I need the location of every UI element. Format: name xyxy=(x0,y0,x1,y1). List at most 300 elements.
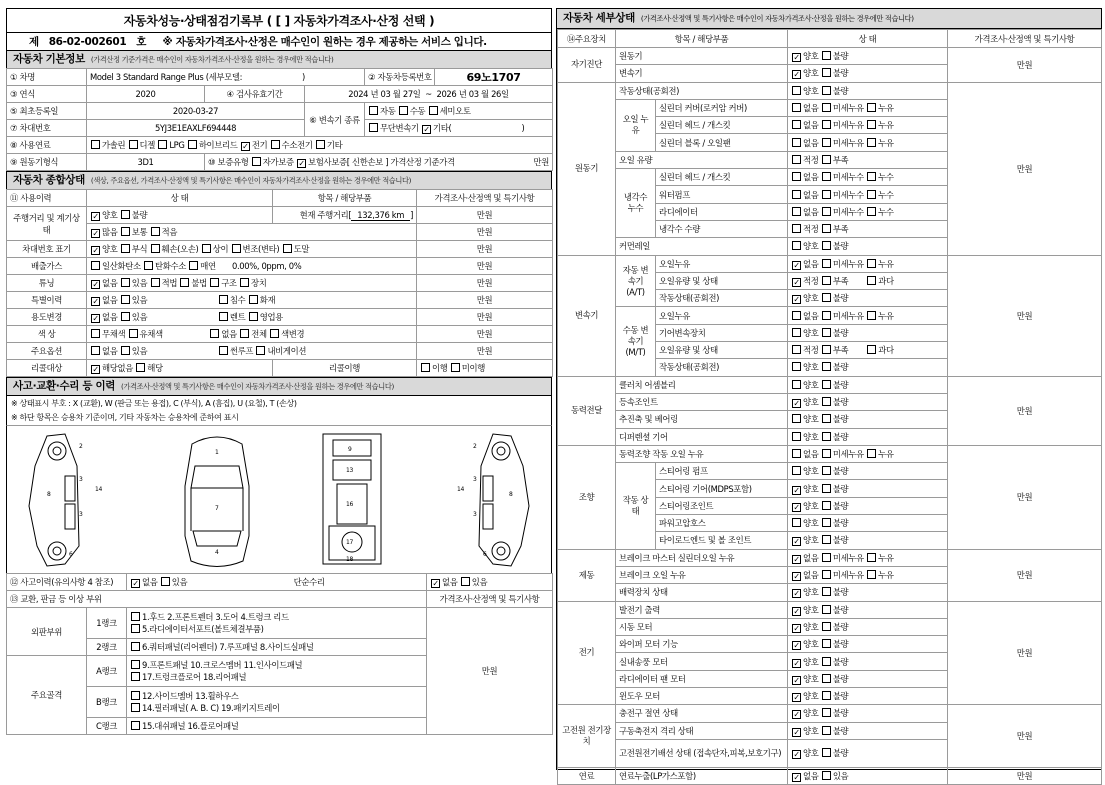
state-checkbox[interactable] xyxy=(792,172,801,181)
state-checkbox[interactable] xyxy=(867,207,876,216)
state-checkbox[interactable] xyxy=(822,771,831,780)
detail-item: 구동축전지 격리 상태 xyxy=(616,722,788,739)
state-checkbox[interactable] xyxy=(792,261,801,270)
rankA-checkbox-1[interactable] xyxy=(131,660,140,669)
detail-state-header: 상 태 xyxy=(788,30,948,48)
detail-state xyxy=(788,169,948,186)
car-name-label: ① 차명 xyxy=(7,69,87,86)
detail-state xyxy=(788,65,948,82)
state-checkbox[interactable] xyxy=(792,486,801,495)
state-checkbox[interactable] xyxy=(792,155,801,164)
state-checkbox[interactable] xyxy=(792,693,801,702)
tuning-opts: ✓ 없음 있음 적법 불법 구조 장치 xyxy=(87,275,417,292)
detail-item: 작동상태(공회전) xyxy=(616,82,788,99)
purpose-business-checkbox[interactable] xyxy=(249,312,258,321)
state-checkbox[interactable] xyxy=(792,53,801,62)
rankB-checkbox-2[interactable] xyxy=(131,703,140,712)
state-checkbox[interactable] xyxy=(792,70,801,79)
state-checkbox[interactable] xyxy=(792,710,801,719)
detail-item: 등속조인트 xyxy=(616,393,788,410)
state-checkbox[interactable] xyxy=(822,449,831,458)
tuning-none-checkbox[interactable] xyxy=(91,280,100,289)
detail-row xyxy=(558,705,1102,722)
vin-corrosion-checkbox[interactable] xyxy=(121,244,130,253)
color-opts: 무채색 유채색 없음 전체 색변경 xyxy=(87,326,417,343)
fuel-lpg-checkbox[interactable] xyxy=(158,140,167,149)
state-checkbox[interactable] xyxy=(792,537,801,546)
state-checkbox[interactable] xyxy=(792,380,801,389)
tuning-yes-checkbox[interactable] xyxy=(121,278,130,287)
state-checkbox[interactable] xyxy=(792,103,801,112)
state-checkbox[interactable] xyxy=(867,345,876,354)
state-checkbox[interactable] xyxy=(822,691,831,700)
detail-row xyxy=(558,82,1102,99)
gear-cvt-checkbox[interactable] xyxy=(369,123,378,132)
recall-yes-checkbox[interactable] xyxy=(136,363,145,372)
state-checkbox[interactable] xyxy=(792,207,801,216)
page-title: 자동차성능·상태점검기록부 ( [ ] 자동차가격조사·산정 선택 ) xyxy=(6,8,552,32)
state-checkbox[interactable] xyxy=(822,259,831,268)
state-checkbox[interactable] xyxy=(792,503,801,512)
emission-hc-checkbox[interactable] xyxy=(144,261,153,270)
state-checkbox[interactable] xyxy=(792,659,801,668)
warranty-cell: ⑩ 보증유형 자가보증 ✓ 보험사보증[ 신한손보 ] 가격산정 기준가격 만원 xyxy=(205,154,553,171)
state-checkbox[interactable] xyxy=(822,224,831,233)
rank1-checkbox-2[interactable] xyxy=(131,624,140,633)
option-navi-checkbox[interactable] xyxy=(256,346,265,355)
detail-item: 오일 유량 xyxy=(616,151,788,168)
svg-text:4: 4 xyxy=(215,549,219,556)
state-option-label: 미세누수 xyxy=(832,189,864,200)
detail-item: 스티어링조인트 xyxy=(656,497,788,514)
state-option-label: 적정 xyxy=(803,224,819,235)
state-checkbox[interactable] xyxy=(867,190,876,199)
detail-price: 만원 xyxy=(948,82,1102,255)
state-option-label: 부족 xyxy=(832,224,849,235)
detail-state xyxy=(788,549,948,566)
rankC-checkbox[interactable] xyxy=(131,721,140,730)
state-checkbox[interactable] xyxy=(792,328,801,337)
recall-notdone-checkbox[interactable] xyxy=(451,363,460,372)
state-option-label: 미세누유 xyxy=(832,570,864,581)
state-option-label: 양호 xyxy=(803,327,819,338)
state-option-label: 불량 xyxy=(832,431,849,442)
motor-label: ⑨ 원동기형식 xyxy=(7,154,87,171)
color-none-checkbox[interactable] xyxy=(210,329,219,338)
state-checkbox[interactable] xyxy=(822,535,831,544)
state-checkbox[interactable] xyxy=(792,311,801,320)
state-checkbox[interactable] xyxy=(792,773,801,782)
state-checkbox[interactable] xyxy=(792,399,801,408)
state-checkbox[interactable] xyxy=(792,138,801,147)
rankA-checkbox-2[interactable] xyxy=(131,672,140,681)
state-checkbox[interactable] xyxy=(792,362,801,371)
state-checkbox[interactable] xyxy=(822,639,831,648)
option-sunroof-checkbox[interactable] xyxy=(219,346,228,355)
state-checkbox[interactable] xyxy=(792,120,801,129)
purpose-none-checkbox[interactable] xyxy=(91,314,100,323)
detail-item: 와이퍼 모터 기능 xyxy=(616,636,788,653)
simple-yes-checkbox[interactable] xyxy=(461,577,470,586)
state-checkbox[interactable] xyxy=(792,641,801,650)
valid-range: 2024 년 03 월 27일 ~ 2026 년 03 월 26일 xyxy=(305,86,553,103)
detail-item: 커먼레일 xyxy=(616,238,788,255)
state-option-label: 불량 xyxy=(832,293,849,304)
state-option-label: 부족 xyxy=(832,154,849,165)
state-checkbox[interactable] xyxy=(792,345,801,354)
state-checkbox[interactable] xyxy=(867,449,876,458)
car-diagram-area xyxy=(6,425,552,573)
state-option-label: 양호 xyxy=(803,85,819,96)
svg-text:3: 3 xyxy=(79,476,83,483)
state-checkbox[interactable] xyxy=(792,295,801,304)
exchange-label: ⑬ 교환, 판금 등 이상 부위 xyxy=(7,591,427,608)
detail-item: 발전기 출력 xyxy=(616,601,788,618)
detail-item: 실린더 블록 / 오일팬 xyxy=(656,134,788,151)
main-frame-label: 주요골격 xyxy=(7,656,87,735)
accident-section-header: 사고·교환·수리 등 이력 (가격조사·산정액 및 특기사항은 매수인이 자동차가격조사·산정을 원하는 경우에만 적습니다) xyxy=(6,377,552,395)
state-option-label: 양호 xyxy=(803,621,819,632)
detail-item: 브레이크 오일 누유 xyxy=(616,566,788,583)
fuel-hydrogen-checkbox[interactable] xyxy=(271,140,280,149)
detail-table xyxy=(557,29,1102,785)
state-checkbox[interactable] xyxy=(867,276,876,285)
state-checkbox[interactable] xyxy=(792,278,801,287)
detail-item: 연료누출(LP가스포함) xyxy=(616,767,788,784)
detail-state xyxy=(788,48,948,65)
detail-price: 만원 xyxy=(948,705,1102,768)
state-checkbox[interactable] xyxy=(822,68,831,77)
state-option-label: 없음 xyxy=(803,552,819,563)
state-option-label: 양호 xyxy=(803,397,819,408)
state-checkbox[interactable] xyxy=(867,172,876,181)
purpose-rent-checkbox[interactable] xyxy=(219,312,228,321)
state-option-label: 없음 xyxy=(803,120,819,131)
gear-other-checkbox[interactable] xyxy=(422,125,431,134)
state-option-label: 없음 xyxy=(803,137,819,148)
rankB-checkbox-1[interactable] xyxy=(131,691,140,700)
mileage-low-checkbox[interactable] xyxy=(151,227,160,236)
fuel-label: ⑧ 사용연료 xyxy=(7,137,87,154)
state-checkbox[interactable] xyxy=(822,190,831,199)
car-diagram-svg xyxy=(7,426,551,572)
state-checkbox[interactable] xyxy=(822,570,831,579)
state-checkbox[interactable] xyxy=(792,414,801,423)
state-checkbox[interactable] xyxy=(822,432,831,441)
state-checkbox[interactable] xyxy=(867,120,876,129)
state-checkbox[interactable] xyxy=(792,589,801,598)
state-checkbox[interactable] xyxy=(792,224,801,233)
fuel-electric-checkbox[interactable] xyxy=(241,142,250,151)
state-checkbox[interactable] xyxy=(822,207,831,216)
state-checkbox[interactable] xyxy=(822,657,831,666)
fuel-other-checkbox[interactable] xyxy=(316,140,325,149)
state-option-label: 없음 xyxy=(803,206,819,217)
detail-item: 브레이크 마스터 실린더오일 누유 xyxy=(616,549,788,566)
state-checkbox[interactable] xyxy=(822,276,831,285)
service-notice: ※ 자동차가격조사·산정은 매수인이 원하는 경우 제공하는 서비스 입니다. xyxy=(162,36,487,48)
option-price: 만원 xyxy=(417,343,553,360)
vin-damage-checkbox[interactable] xyxy=(151,244,160,253)
state-option-label: 양호 xyxy=(803,241,819,252)
mileage-good-checkbox[interactable] xyxy=(91,212,100,221)
detail-state xyxy=(788,670,948,687)
vin-state-opts: ✓ 양호 부식 훼손(오손) 상이 변조(변타) 도말 xyxy=(87,241,417,258)
state-checkbox[interactable] xyxy=(867,259,876,268)
state-checkbox[interactable] xyxy=(822,518,831,527)
rankC-label: C랭크 xyxy=(87,718,127,735)
option-yes-checkbox[interactable] xyxy=(121,346,130,355)
svg-text:2: 2 xyxy=(79,443,83,450)
mileage-high-checkbox[interactable] xyxy=(91,229,100,238)
state-checkbox[interactable] xyxy=(792,190,801,199)
state-option-label: 과다 xyxy=(878,276,894,286)
special-fire-checkbox[interactable] xyxy=(249,295,258,304)
detail-state xyxy=(788,99,948,116)
state-option-label: 불량 xyxy=(832,604,849,615)
state-option-label: 양호 xyxy=(803,639,819,650)
state-checkbox[interactable] xyxy=(792,607,801,616)
fuel-diesel-checkbox[interactable] xyxy=(129,140,138,149)
vin-state-label: 차대번호 표기 xyxy=(7,241,87,258)
state-option-label: 불량 xyxy=(832,691,849,702)
state-checkbox[interactable] xyxy=(822,86,831,95)
state-option-label: 양호 xyxy=(803,656,819,667)
state-option-label: 미세누유 xyxy=(832,103,864,114)
state-checkbox[interactable] xyxy=(792,432,801,441)
state-option-label: 양호 xyxy=(803,691,819,702)
state-checkbox[interactable] xyxy=(792,750,801,759)
state-checkbox[interactable] xyxy=(792,572,801,581)
emission-smoke-checkbox[interactable] xyxy=(189,261,198,270)
detail-row xyxy=(558,549,1102,566)
state-checkbox[interactable] xyxy=(867,103,876,112)
state-checkbox[interactable] xyxy=(822,241,831,250)
state-checkbox[interactable] xyxy=(822,708,831,717)
svg-text:1: 1 xyxy=(215,449,219,456)
detail-subgroup: 수동 변속기 (M/T) xyxy=(616,307,656,376)
state-option-label: 불량 xyxy=(832,327,849,338)
detail-price: 만원 xyxy=(948,767,1102,784)
fuel-hybrid-checkbox[interactable] xyxy=(188,140,197,149)
svg-text:6: 6 xyxy=(483,551,487,558)
state-checkbox[interactable] xyxy=(822,484,831,493)
vin-diff-checkbox[interactable] xyxy=(202,244,211,253)
state-checkbox[interactable] xyxy=(822,587,831,596)
state-option-label: 양호 xyxy=(803,587,819,598)
rank2-checkbox[interactable] xyxy=(131,642,140,651)
detail-row xyxy=(558,48,1102,65)
svg-text:3: 3 xyxy=(79,511,83,518)
detail-state xyxy=(788,618,948,635)
car-side-right-icon xyxy=(457,434,529,566)
purpose-label: 용도변경 xyxy=(7,309,87,326)
state-checkbox[interactable] xyxy=(867,570,876,579)
detail-item: 변속기 xyxy=(616,65,788,82)
state-checkbox[interactable] xyxy=(822,103,831,112)
color-achromatic-checkbox[interactable] xyxy=(91,329,100,338)
outer-panels-label: 외판부위 xyxy=(7,608,87,656)
state-option-label: 미세누유 xyxy=(832,137,864,148)
state-option-label: 양호 xyxy=(803,379,819,390)
vin-price: 만원 xyxy=(417,241,553,258)
detail-item-header: 항목 / 해당부품 xyxy=(616,30,788,48)
detail-price: 만원 xyxy=(948,48,1102,83)
state-checkbox[interactable] xyxy=(822,120,831,129)
special-price: 만원 xyxy=(417,292,553,309)
state-checkbox[interactable] xyxy=(822,345,831,354)
detail-item: 냉각수 수량 xyxy=(656,220,788,237)
state-checkbox[interactable] xyxy=(822,726,831,735)
state-option-label: 없음 xyxy=(803,570,819,581)
detail-item: 실린더 헤드 / 개스킷 xyxy=(656,169,788,186)
use-history-header: ⑪ 사용이력 xyxy=(7,190,87,207)
state-option-label: 불량 xyxy=(832,656,849,667)
state-checkbox[interactable] xyxy=(822,293,831,302)
state-option-label: 불량 xyxy=(832,379,849,390)
special-label: 특별이력 xyxy=(7,292,87,309)
detail-item: 실린더 커버(로커암 커버) xyxy=(656,99,788,116)
state-checkbox[interactable] xyxy=(822,328,831,337)
recall-done-checkbox[interactable] xyxy=(421,363,430,372)
gear-opts: 자동 수동 세미오토 xyxy=(365,103,553,120)
detail-item: 동력조향 작동 오일 누유 xyxy=(616,445,788,462)
state-checkbox[interactable] xyxy=(792,555,801,564)
year-value: 2020 xyxy=(87,86,205,103)
state-checkbox[interactable] xyxy=(822,311,831,320)
state-checkbox[interactable] xyxy=(822,553,831,562)
state-checkbox[interactable] xyxy=(822,414,831,423)
history-yes-checkbox[interactable] xyxy=(161,577,170,586)
vin-painted-checkbox[interactable] xyxy=(283,244,292,253)
color-all-checkbox[interactable] xyxy=(240,329,249,338)
history-none-checkbox[interactable] xyxy=(131,579,140,588)
state-checkbox[interactable] xyxy=(792,449,801,458)
state-checkbox[interactable] xyxy=(822,674,831,683)
purpose-price: 만원 xyxy=(417,309,553,326)
detail-item: 스티어링 기어(MDPS포함) xyxy=(656,480,788,497)
svg-text:3: 3 xyxy=(473,476,477,483)
detail-price-header: 가격조사·산정액 및 특기사항 xyxy=(948,30,1102,48)
purpose-yes-checkbox[interactable] xyxy=(121,312,130,321)
state-checkbox[interactable] xyxy=(792,518,801,527)
state-checkbox[interactable] xyxy=(822,605,831,614)
simple-none-checkbox[interactable] xyxy=(431,579,440,588)
gear-auto-checkbox[interactable] xyxy=(369,106,378,115)
detail-item: 윈도우 모터 xyxy=(616,687,788,704)
color-change-checkbox[interactable] xyxy=(270,329,279,338)
state-checkbox[interactable] xyxy=(822,172,831,181)
state-option-label: 누수 xyxy=(878,172,894,183)
detail-state xyxy=(788,82,948,99)
detail-item: 실내송풍 모터 xyxy=(616,653,788,670)
state-checkbox[interactable] xyxy=(792,728,801,737)
mileage-mid-checkbox[interactable] xyxy=(121,227,130,236)
emission-co-checkbox[interactable] xyxy=(91,261,100,270)
color-chromatic-checkbox[interactable] xyxy=(129,329,138,338)
detail-group-brake: 제동 xyxy=(558,549,616,601)
detail-section-header: 자동차 세부상태 (가격조사·산정액 및 특기사항은 매수인이 자동차가격조사·산정을 원하는 경우에만 적습니다) xyxy=(557,9,1101,29)
state-checkbox[interactable] xyxy=(822,397,831,406)
reg-no-label: ② 자동차등록번호 xyxy=(365,69,435,86)
state-option-label: 미세누유 xyxy=(832,448,864,459)
state-checkbox[interactable] xyxy=(822,748,831,757)
warranty-self-checkbox[interactable] xyxy=(252,157,261,166)
state-checkbox[interactable] xyxy=(792,676,801,685)
rank1-checkbox-1[interactable] xyxy=(131,612,140,621)
gear-semi-checkbox[interactable] xyxy=(429,106,438,115)
state-option-label: 양호 xyxy=(803,362,819,373)
mileage-bad-checkbox[interactable] xyxy=(121,210,130,219)
tuning-legal-checkbox[interactable] xyxy=(151,278,160,287)
state-checkbox[interactable] xyxy=(792,624,801,633)
detail-state xyxy=(788,601,948,618)
detail-state xyxy=(788,203,948,220)
state-checkbox[interactable] xyxy=(792,466,801,475)
detail-group-hv: 고전원 전기장치 xyxy=(558,705,616,768)
detail-state xyxy=(788,117,948,134)
svg-text:2: 2 xyxy=(473,443,477,450)
fuel-gasoline-checkbox[interactable] xyxy=(91,140,100,149)
tuning-structure-checkbox[interactable] xyxy=(210,278,219,287)
state-checkbox[interactable] xyxy=(822,51,831,60)
emission-label: 배출가스 xyxy=(7,258,87,275)
state-option-label: 불량 xyxy=(832,414,849,425)
state-checkbox[interactable] xyxy=(792,241,801,250)
detail-state xyxy=(788,428,948,445)
first-reg-value: 2020-03-27 xyxy=(87,103,305,120)
vin-altered-checkbox[interactable] xyxy=(232,244,241,253)
special-none-checkbox[interactable] xyxy=(91,297,100,306)
gear-manual-checkbox[interactable] xyxy=(399,106,408,115)
detail-item: 충전구 절연 상태 xyxy=(616,705,788,722)
state-checkbox[interactable] xyxy=(822,501,831,510)
state-option-label: 과다 xyxy=(878,345,894,356)
recall-none-checkbox[interactable] xyxy=(91,365,100,374)
state-option-label: 양호 xyxy=(803,708,819,719)
state-checkbox[interactable] xyxy=(822,466,831,475)
tuning-device-checkbox[interactable] xyxy=(240,278,249,287)
detail-price: 만원 xyxy=(948,601,1102,705)
vin-good-checkbox[interactable] xyxy=(91,246,100,255)
detail-item: 디퍼렌셜 기어 xyxy=(616,428,788,445)
state-checkbox[interactable] xyxy=(867,138,876,147)
number-label: 제 xyxy=(29,36,39,48)
state-checkbox[interactable] xyxy=(822,138,831,147)
state-checkbox[interactable] xyxy=(822,622,831,631)
note-line-1: ※ 상태표시 부호 : X (교환), W (판금 또는 용접), C (부식), A (흠집), U (요철), T (손상) xyxy=(11,399,297,408)
state-checkbox[interactable] xyxy=(822,362,831,371)
mileage-level-price: 만원 xyxy=(417,224,553,241)
warranty-insurance-checkbox[interactable] xyxy=(297,159,306,168)
state-option-label: 미세누수 xyxy=(832,172,864,183)
option-none-checkbox[interactable] xyxy=(91,346,100,355)
state-checkbox[interactable] xyxy=(867,553,876,562)
special-flood-checkbox[interactable] xyxy=(219,295,228,304)
special-yes-checkbox[interactable] xyxy=(121,295,130,304)
detail-state xyxy=(788,497,948,514)
state-option-label: 불량 xyxy=(832,241,849,252)
state-checkbox[interactable] xyxy=(822,380,831,389)
state-checkbox[interactable] xyxy=(822,155,831,164)
state-option-label: 누유 xyxy=(878,570,894,581)
recall-opts2: 이행 미이행 xyxy=(417,360,553,377)
state-checkbox[interactable] xyxy=(867,311,876,320)
detail-group-steer: 조향 xyxy=(558,445,616,549)
state-checkbox[interactable] xyxy=(792,86,801,95)
tuning-illegal-checkbox[interactable] xyxy=(180,278,189,287)
detail-group-fuel: 연료 xyxy=(558,767,616,784)
